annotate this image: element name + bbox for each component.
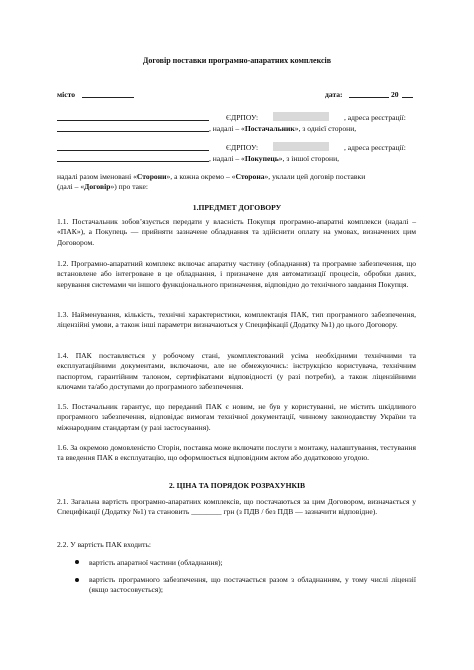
buyer-address-blank: [57, 161, 209, 162]
bullet-marker: [75, 578, 79, 582]
buyer-edrpou-label: ЄДРПОУ:: [226, 143, 259, 152]
supplier-edrpou-label: ЄДРПОУ:: [226, 113, 259, 122]
clause-1-1: 1.1. Постачальник зобов’язується передати у власність Покупця програмно-апаратні комплекси (надалі – «ПАК»), а Покупець — прийняти зазначене обладнання та здійснити оплату на умовах, визначених цим Договором.: [57, 217, 416, 247]
city-label: місто: [57, 90, 76, 99]
intro-text: (далі – «: [57, 182, 85, 191]
clause-1-2: 1.2. Програмно-апаратний комплекс включає апаратну частину (обладнання) та програмне забезпечення, що встановлене або інтегроване в це обладнання, і призначене для автоматизації процесів, обробки даних, керування системами чи іншого функціонального призначення, відповідно до технічного завдання Покупця.: [57, 259, 416, 289]
buyer-role-prefix: , надалі – «: [209, 154, 245, 163]
clause-1-5: 1.5. Постачальник гарантує, що переданий ПАК є новим, не був у користуванні, не містить шкідливого програмного забезпечення, відповідає вимогам технічної документації, чинному законодавству України та міжнародним стандартам (у разі застосування).: [57, 402, 416, 432]
supplier-role-suffix: », з однієї сторони,: [294, 124, 357, 133]
intro-line-1: [57, 172, 365, 181]
supplier-edrpou-redacted: [273, 112, 329, 121]
clause-2-1: 2.1. Загальна вартість програмно-апаратних комплексів, що постачаються за цим Договором, визначається у Специфікації (Додатку №1) та становить ________ грн (з ПДВ / без ПДВ — зазначити відповідне).: [57, 497, 416, 517]
intro-text: », а кожна окремо – «: [166, 172, 236, 181]
section-1-heading: 1.ПРЕДМЕТ ДОГОВОРУ: [192, 203, 282, 212]
date-year: 20: [391, 90, 399, 99]
buyer-address-label: , адреса реєстрації:: [344, 143, 406, 152]
intro-text: », уклали цей договір поставки: [264, 172, 366, 181]
date-label: дата:: [325, 90, 343, 99]
supplier-address-label: , адреса реєстрації:: [344, 113, 406, 122]
buyer-role-line: [209, 154, 339, 163]
intro-contract-term: Договір: [84, 182, 111, 191]
section-2-heading: 2. ЦІНА ТА ПОРЯДОК РОЗРАХУНКІВ: [168, 481, 306, 490]
intro-line-2: [57, 182, 148, 191]
document-title: Договір поставки програмно-апаратних комплексів: [142, 56, 332, 65]
clause-2-2: 2.2. У вартість ПАК входить:: [57, 540, 152, 549]
supplier-address-blank: [57, 131, 209, 132]
bullet-item-2: вартість програмного забезпечення, що постачається разом з обладнанням, у тому числі ліцензії (якщо застосовується);: [89, 575, 416, 595]
supplier-role-line: [209, 124, 356, 133]
intro-party-term: Сторона: [235, 172, 265, 181]
clause-1-4: 1.4. ПАК поставляється у робочому стані, укомплектований усіма необхідними технічними та експлуатаційними документами, включаючи, але не обмежуючись: інструкцією користувача, технічним паспортом, гарантійним талоном, сертифікатами відповідності (у разі потреби), а також ліцензійними ключами та/або доступами до програмного забезпечення.: [57, 351, 416, 391]
supplier-name-blank: [57, 120, 209, 121]
date-blank: [349, 97, 389, 98]
intro-parties-term: Сторони: [136, 172, 167, 181]
year-blank: [402, 97, 413, 98]
buyer-role-suffix: », з іншої сторони,: [278, 154, 340, 163]
clause-1-6: 1.6. За окремою домовленістю Сторін, поставка може включати послуги з монтажу, налаштування, тестування та введення ПАК в експлуатацію, що оформлюється відповідним актом або додатковою угодою.: [57, 443, 416, 463]
intro-text: надалі разом іменовані «: [57, 172, 137, 181]
bullet-marker: [75, 560, 79, 564]
city-blank: [82, 97, 134, 98]
supplier-role-prefix: , надалі – «: [209, 124, 245, 133]
buyer-role-name: Покупець: [244, 154, 279, 163]
bullet-item-1: вартість апаратної частини (обладнання);: [89, 558, 223, 567]
intro-text: ») про таке:: [110, 182, 148, 191]
buyer-name-blank: [57, 150, 209, 151]
supplier-role-name: Постачальник: [244, 124, 295, 133]
buyer-edrpou-redacted: [273, 142, 329, 151]
clause-1-3: 1.3. Найменування, кількість, технічні характеристики, комплектація ПАК, тип програмного забезпечення, ліцензійні умови, а також інші параметри визначаються у Специфікації (Додатку №1) до цього Договору.: [57, 310, 416, 330]
